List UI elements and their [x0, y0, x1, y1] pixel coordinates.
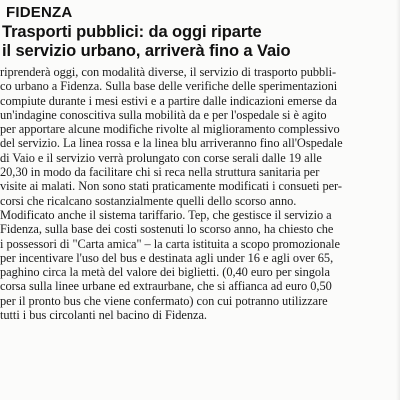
- body-line: di Vaio e il servizio verrà prolungato con corse serali dalle 19 alle: [0, 150, 322, 165]
- body-line: co urbano a Fidenza. Sulla base delle verifiche delle sperimentazioni: [0, 79, 338, 94]
- body-line: Modificato anche il sistema tariffario. Tep, che gestisce il servizio a: [0, 207, 332, 222]
- body-line: per il pronto bus che viene confermato) con cui potranno utilizzare: [0, 293, 328, 308]
- body-line: 20,30 in modo da facilitare chi si reca nella struttura sanitaria per: [0, 165, 320, 180]
- body-line: i possessori di "Carta amica" – la carta istituita a scopo promozionale: [0, 236, 340, 251]
- body-line: compiute durante i mesi estivi e a partire dalle indicazioni emerse da: [0, 93, 337, 108]
- body-line: per incentivare l'uso del bus e destinata agli under 16 e agli over 65,: [0, 250, 334, 265]
- article-kicker: FIDENZA: [6, 4, 73, 21]
- article-body: [0, 65, 400, 322]
- body-line: del servizio. La linea rossa e la linea blu arriveranno fino all'Ospedale: [0, 136, 343, 151]
- headline-line: il servizio urbano, arriverà fino a Vaio: [2, 42, 291, 60]
- body-line: tutti i bus circolanti nel bacino di Fidenza.: [0, 308, 207, 323]
- scan-edge-shadow: [396, 0, 400, 400]
- body-line: visite ai malati. Non sono stati praticamente modificati i consueti per-: [0, 179, 342, 194]
- article-headline: [2, 23, 398, 61]
- body-line: paghino circa la metà del valore dei biglietti. (0,40 euro per singola: [0, 265, 330, 280]
- headline-line: Trasporti pubblici: da oggi riparte: [2, 23, 262, 41]
- body-line: corsa sulla linee urbane ed extraurbane, che si affianca ad euro 0,50: [0, 279, 332, 294]
- body-line: un'indagine conoscitiva sulla mobilità da e per l'ospedale si è agito: [0, 107, 327, 122]
- body-line: riprenderà oggi, con modalità diverse, il servizio di trasporto pubbli-: [0, 65, 337, 79]
- body-line: corsi che ricalcano sostanzialmente quelli dello scorso anno.: [0, 193, 297, 208]
- body-line: Fidenza, sulla base dei costi sostenuti lo scorso anno, ha chiesto che: [0, 222, 334, 237]
- body-line: per apportare alcune modifiche rivolte al miglioramento complessivo: [0, 122, 340, 137]
